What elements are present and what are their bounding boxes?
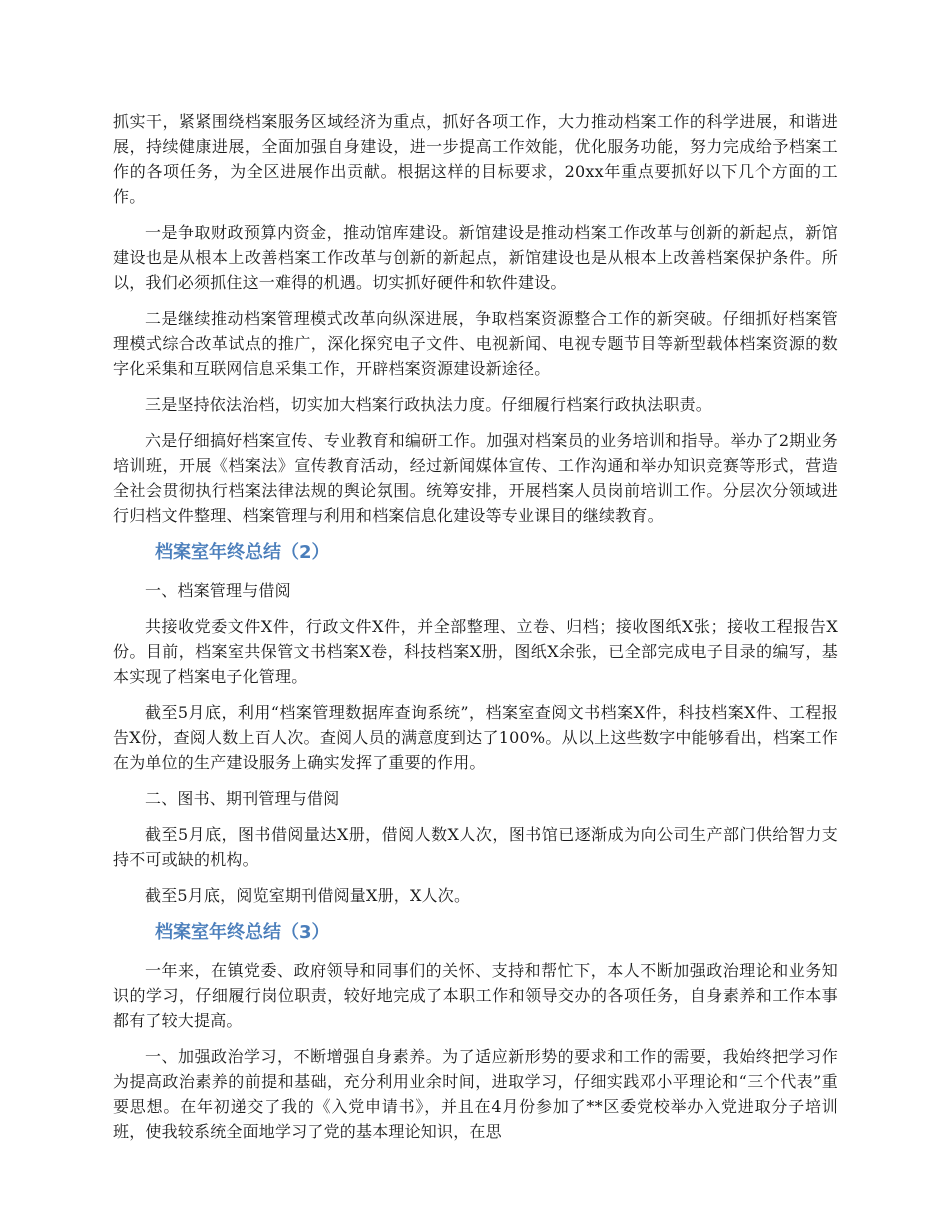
section2-subheading-2: 二、图书、期刊管理与借阅: [145, 789, 340, 808]
document-page: [113, 109, 838, 1155]
section2-paragraph-4: 截至5月底，阅览室期刊借阅量X册，X人次。: [145, 886, 471, 905]
section3-paragraph-1: 一年来，在镇党委、政府领导和同事们的关怀、支持和帮忙下，本人不断加强政治理论和业务知识的学习，仔细履行岗位职责，较好地完成了本职工作和领导交办的各项任务，自身素养和工作本事都有了较大提高。: [113, 961, 838, 1030]
section2-subheading-1: 一、档案管理与借阅: [145, 581, 291, 600]
section3-heading: 档案室年终总结（3）: [155, 922, 330, 943]
section2-paragraph-3: 截至5月底，图书借阅量达X册，借阅人数X人次，图书馆已逐渐成为向公司生产部门供给智力支持不可或缺的机构。: [113, 825, 838, 869]
section3-paragraph-2: 一、加强政治学习，不断增强自身素养。为了适应新形势的要求和工作的需要，我始终把学习作为提高政治素养的前提和基础，充分利用业余时间，进取学习，仔细实践邓小平理论和“三个代表”重要思想。在年初递交了我的《入党申请书》，并且在4月份参加了**区委党校举办入党进取分子培训班，使我较系统全面地学习了党的基本理论知识，在思: [113, 1047, 838, 1141]
section2-heading: 档案室年终总结（2）: [155, 542, 330, 563]
section1-paragraph-1: 一是争取财政预算内资金，推动馆库建设。新馆建设是推动档案工作改革与创新的新起点，新馆建设也是从根本上改善档案工作改革与创新的新起点，新馆建设也是从根本上改善档案保护条件。所以，我们必须抓住这一难得的机遇。切实抓好硬件和软件建设。: [113, 223, 838, 292]
section2-paragraph-1: 共接收党委文件X件，行政文件X件，并全部整理、立卷、归档；接收图纸X张；接收工程报告X份。目前，档案室共保管文书档案X卷，科技档案X册，图纸X余张，已全部完成电子目录的编写，基本实现了档案电子化管理。: [113, 617, 838, 686]
intro-paragraph: 抓实干，紧紧围绕档案服务区域经济为重点，抓好各项工作，大力推动档案工作的科学进展，和谐进展，持续健康进展，全面加强自身建设，进一步提高工作效能，优化服务功能，努力完成给予档案工作的各项任务，为全区进展作出贡献。根据这样的目标要求，20xx年重点要抓好以下几个方面的工作。: [113, 112, 838, 206]
section1-paragraph-4: 六是仔细搞好档案宣传、专业教育和编研工作。加强对档案员的业务培训和指导。举办了2期业务培训班，开展《档案法》宣传教育活动，经过新闻媒体宣传、工作沟通和举办知识竞赛等形式，营造全社会贯彻执行档案法律法规的舆论氛围。统筹安排，开展档案人员岗前培训工作。分层次分领域进行归档文件整理、档案管理与利用和档案信息化建设等专业课目的继续教育。: [113, 431, 838, 525]
section2-paragraph-2: 截至5月底，利用“档案管理数据库查询系统”，档案室查阅文书档案X件，科技档案X件、工程报告X份，查阅人数上百人次。查阅人员的满意度到达了100%。从以上这些数字中能够看出，档案工作在为单位的生产建设服务上确实发挥了重要的作用。: [113, 703, 838, 772]
section1-paragraph-2: 二是继续推动档案管理模式改革向纵深进展，争取档案资源整合工作的新突破。仔细抓好档案管理模式综合改革试点的推广，深化探究电子文件、电视新闻、电视专题节目等新型载体档案资源的数字化采集和互联网信息采集工作，开辟档案资源建设新途径。: [113, 309, 838, 378]
section1-paragraph-3: 三是坚持依法治档，切实加大档案行政执法力度。仔细履行档案行政执法职责。: [145, 395, 713, 414]
